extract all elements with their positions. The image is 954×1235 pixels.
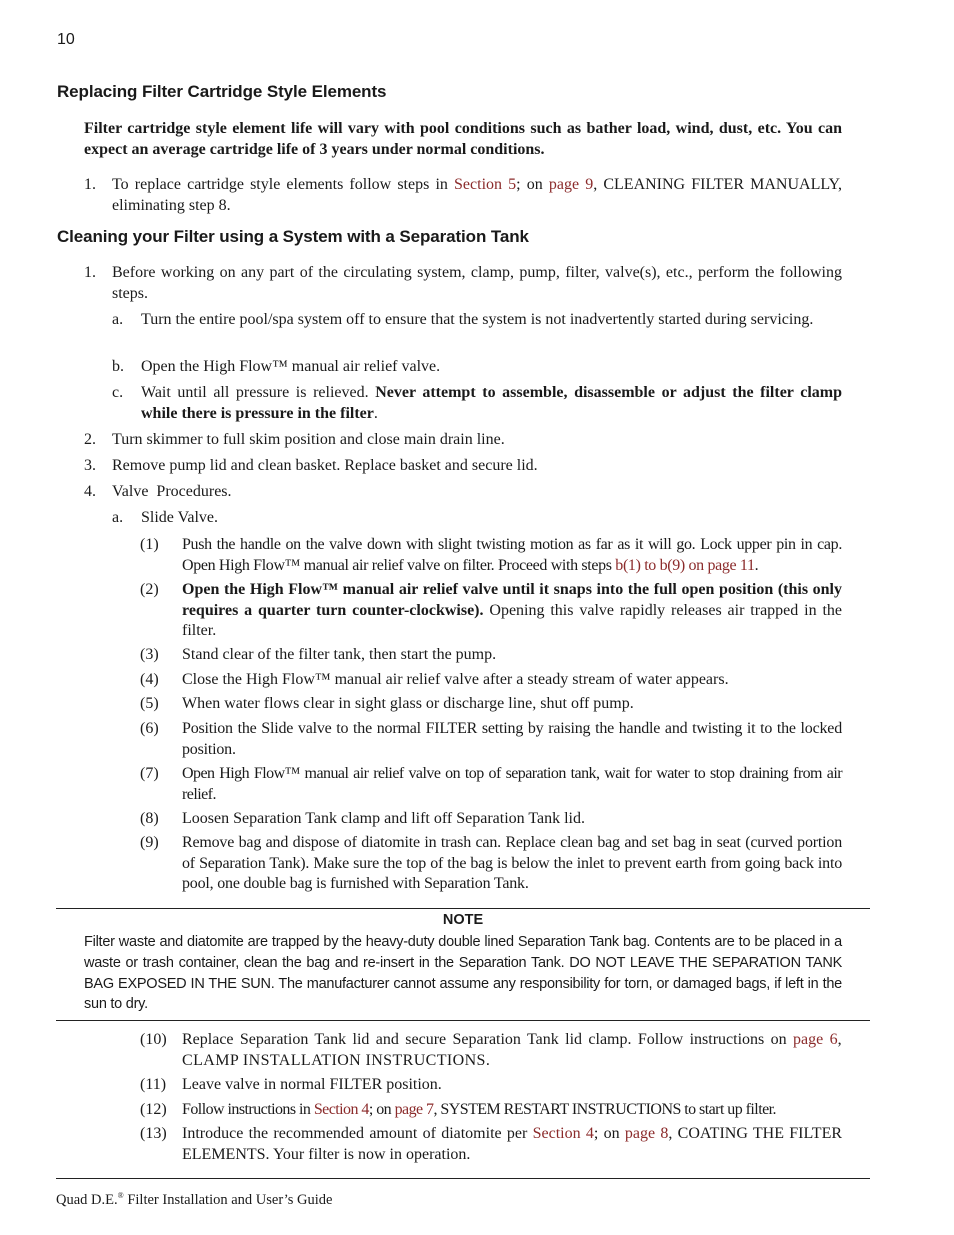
list-item-pump-lid: Remove pump lid and clean basket. Replace basket and secure lid. [112,457,538,474]
list-item-before-working: Before working on any part of the circulating system, clamp, pump, filter, valve(s), etc., perform the following steps. [112,264,842,302]
cartridge-life-intro: Filter cartridge style element life will vary with pool conditions such as bather load, wind, dust, etc. You can expect an average cartridge life of 3 years under normal conditions. [84,120,842,158]
step-number: (2) [140,581,159,598]
link-steps-page-11[interactable]: b(1) to b(9) on page 11 [615,556,755,574]
link-section-4-coating[interactable]: Section 4 [532,1125,594,1142]
step-number: (7) [140,765,159,782]
step-number: (10) [140,1031,167,1048]
step-introduce-diatomite: Introduce the recommended amount of diatomite per Section 4; on page 8, COATING THE FILTER ELEMENTS. Your filter is now in operation. [182,1125,843,1163]
step-open-tank-relief: Open High Flow™ manual air relief valve on top of separation tank, wait for water to stop draining from air relief. [182,765,842,803]
step-follow-restart: Follow instructions in Section 4; on page 7, SYSTEM RESTART INSTRUCTIONS to start up filter. [182,1101,776,1118]
step-number: (4) [140,671,159,688]
link-page-8[interactable]: page 8 [624,1125,669,1142]
list-letter: c. [112,384,124,401]
step-number: (11) [140,1076,167,1093]
link-page-7[interactable]: page 7 [394,1101,434,1118]
link-page-6[interactable]: page 6 [793,1031,838,1048]
page-number: 10 [57,31,75,48]
footer-guide-title: Quad D.E.® Filter Installation and User’s Guide [56,1191,333,1208]
step-start-pump: Stand clear of the filter tank, then start the pump. [182,646,497,663]
relief-valve-instruction: Open the High Flow™ manual air relief valve until it snaps into the full open position (this only requires a quarter turn counter-clockwise). [182,581,842,619]
section-heading-separation-tank: Cleaning your Filter using a System with a Separation Tank [57,227,529,246]
list-item-valve-procedures: Valve Procedures. [112,483,232,500]
step-replace-lid: Replace Separation Tank lid and secure Separation Tank lid clamp. Follow instructions on page 6, CLAMP INSTALLATION INSTRUCTIONS. [182,1031,842,1069]
note-body: Filter waste and diatomite are trapped by the heavy-duty double lined Separation Tank bag. Contents are to be placed in a waste or trash container, clean the bag and re-insert in the Separation Tank. DO NOT LEAVE THE SEPARATION TANK BAG EXPOSED IN THE SUN. The manufacturer cannot assume any responsibility for torn, or damaged bags, if left in the sun to dry. [84,934,842,1013]
step-close-relief-valve: Close the High Flow™ manual air relief valve after a steady stream of water appears. [182,671,729,688]
step-position-slide-valve: Position the Slide valve to the normal FILTER setting by raising the handle and twisting it to the locked position. [182,720,842,758]
list-letter: a. [112,311,124,328]
link-section-5[interactable]: Section 5 [454,176,517,193]
step-number: (5) [140,695,159,712]
step-number: (8) [140,810,159,827]
step-open-relief-valve: Open the High Flow™ manual air relief valve until it snaps into the full open position (this only requires a quarter turn counter-clockwise). Opening this valve rapidly releases air trapped in the filter. [182,581,843,639]
pressure-warning: Never attempt to assemble, disassemble or adjust the filter clamp while there is pressure in the filter [141,384,842,422]
step-number: (1) [140,536,159,553]
step-shut-off-pump: When water flows clear in sight glass or discharge line, shut off pump. [182,695,634,712]
list-letter: b. [112,358,124,375]
list-item-wait-pressure: Wait until all pressure is relieved. Never attempt to assemble, disassemble or adjust the filter clamp while there is pressure in the filter. [141,384,842,422]
section-heading-replacing-cartridge: Replacing Filter Cartridge Style Elements [57,82,387,101]
link-section-4[interactable]: Section 4 [313,1101,369,1118]
list-item-replace-cartridge: To replace cartridge style elements follow steps in Section 5; on page 9, CLEANING FILTER MANUALLY, eliminating step 8. [112,176,843,214]
list-number: 3. [84,457,96,474]
list-number: 2. [84,431,96,448]
step-push-handle: Push the handle on the valve down with slight twisting motion as far as it will go. Lock upper pin in cap. Open High Flow™ manual air relief valve on filter. Proceed with steps b(1) to b(9) on page 11. [182,536,842,574]
list-item-skimmer: Turn skimmer to full skim position and close main drain line. [112,431,505,448]
list-letter: a. [112,509,124,526]
list-item-turn-off-system: Turn the entire pool/spa system off to ensure that the system is not inadvertently started during servicing. [141,311,814,328]
step-number: (13) [140,1125,167,1142]
link-page-9[interactable]: page 9 [548,176,594,193]
step-remove-bag: Remove bag and dispose of diatomite in trash can. Replace clean bag and set bag in seat (curved portion of Separation Tank). Make sure the top of the bag is below the inlet to prevent earth from going back into pool, one double bag is furnished with Separation Tank. [182,834,842,892]
note-title: NOTE [442,912,484,928]
step-number: (9) [140,834,159,851]
step-number: (3) [140,646,159,663]
note-bottom-rule [56,1020,870,1021]
list-item-open-relief-valve: Open the High Flow™ manual air relief valve. [141,358,441,375]
list-item-slide-valve: Slide Valve. [141,509,219,526]
note-top-rule [56,908,870,909]
step-number: (12) [140,1101,167,1118]
step-loosen-clamp: Loosen Separation Tank clamp and lift off Separation Tank lid. [182,810,585,827]
step-leave-valve: Leave valve in normal FILTER position. [182,1076,442,1093]
footer-rule [56,1178,870,1179]
list-number: 1. [84,176,96,193]
list-number: 4. [84,483,96,500]
list-number: 1. [84,264,96,281]
step-number: (6) [140,720,159,737]
